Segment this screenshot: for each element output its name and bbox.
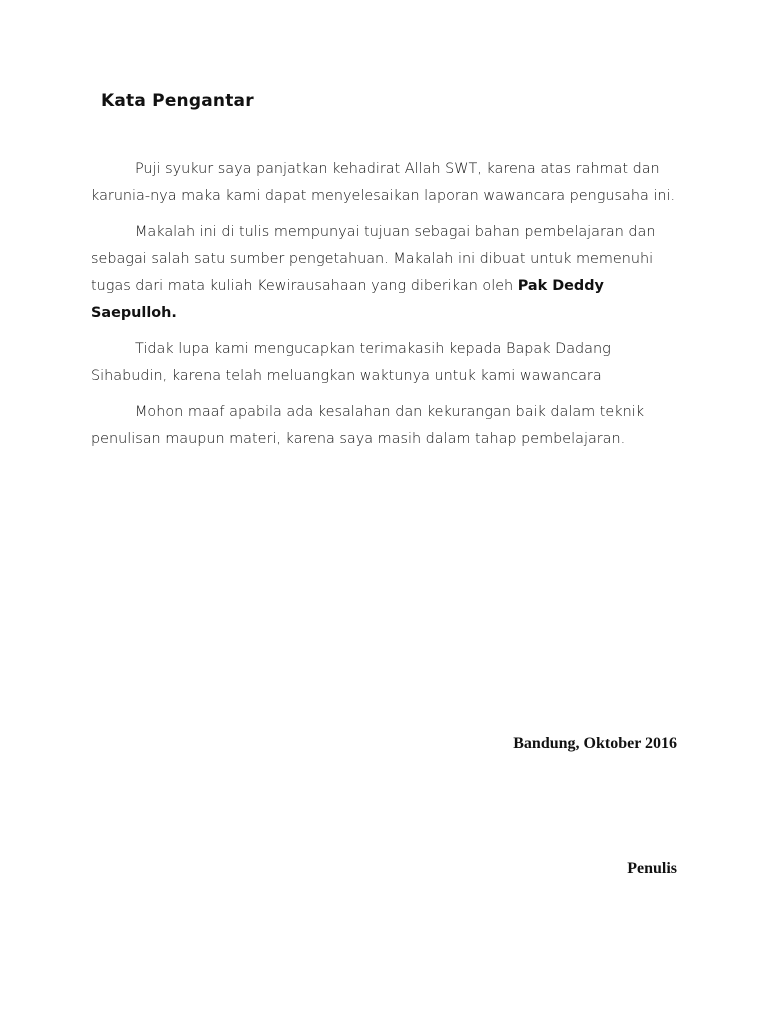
paragraph-2	[91, 219, 681, 327]
paragraph-3	[91, 336, 681, 390]
page-title: Kata Pengantar	[101, 91, 254, 111]
paragraph-2-text: Makalah ini di tulis mempunyai tujuan sebagai bahan pembelajaran dan sebagai salah satu sumber pengetahuan. Makalah ini dibuat untuk memenuhi tugas dari mata kuliah Kewirausahaan yang diberikan oleh	[91, 224, 656, 294]
paragraph-2-bold-name: Pak Deddy Saepulloh.	[91, 278, 604, 321]
paragraph-1-text: Puji syukur saya panjatkan kehadirat Allah SWT, karena atas rahmat dan karunia-nya maka kami dapat menyelesaikan laporan wawancara pengusaha ini.	[91, 161, 676, 204]
document-body	[91, 156, 681, 462]
place-date: Bandung, Oktober 2016	[513, 735, 677, 752]
signer-name: Penulis	[627, 860, 677, 877]
paragraph-1	[91, 156, 681, 210]
paragraph-4-text: Mohon maaf apabila ada kesalahan dan kekurangan baik dalam teknik penulisan maupun materi, karena saya masih dalam tahap pembelajaran.	[91, 404, 645, 447]
paragraph-4	[91, 399, 681, 453]
paragraph-3-text: Tidak lupa kami mengucapkan terimakasih kepada Bapak Dadang Sihabudin, karena telah meluangkan waktunya untuk kami wawancara	[91, 341, 611, 384]
